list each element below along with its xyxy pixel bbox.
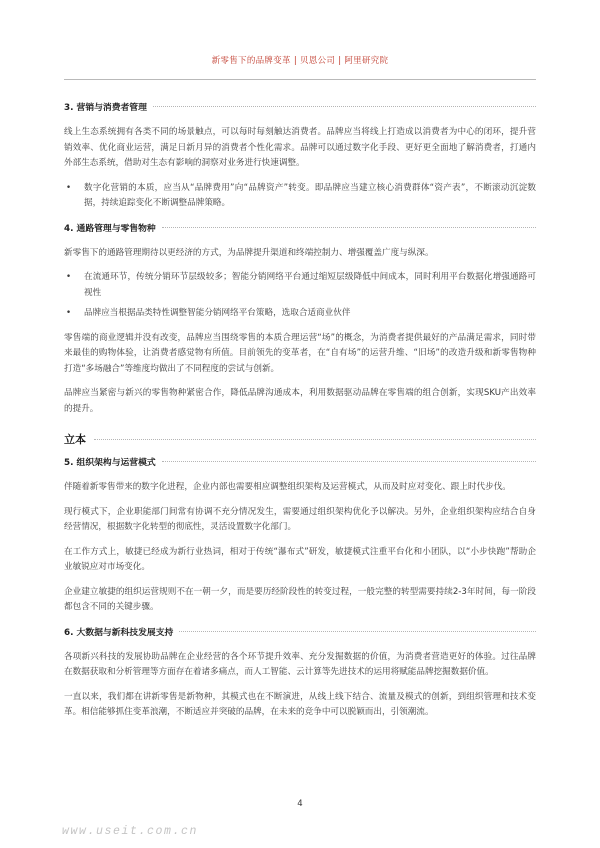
bullet-dot-icon: • — [66, 308, 72, 318]
page-body — [64, 100, 536, 730]
paragraph: 企业建立敏捷的组织运营规则不在一朝一夕，而是要历经阶段性的转变过程，一般完整的转型需要持续2-3年时间，每一阶段都包含不同的关键步骤。 — [64, 586, 536, 612]
main-heading-text: 立本 — [64, 433, 86, 446]
paragraph: 在工作方式上，敏捷已经成为新行业热词，相对于传统“瀑布式”研发，敏捷模式注重平台化和小团队，以“小步快跑”帮助企业敏锐应对市场变化。 — [64, 546, 536, 572]
paragraph: 新零售下的通路管理期待以更经济的方式，为品牌提升渠道和终端控制力、增强覆盖广度与纵深。 — [64, 247, 434, 258]
main-heading-liben — [64, 431, 536, 447]
section-heading-6 — [64, 625, 536, 638]
list-item-text: 品牌应当根据品类特性调整智能分销网络平台策略，选取合适商业伙伴 — [84, 308, 351, 318]
list-item-text: 在流通环节，传统分销环节层级较多；智能分销网络平台通过缩短层级降低中间成本，同时利用平台数据化增强通路可视性 — [84, 272, 536, 298]
section-heading-5 — [64, 455, 536, 468]
section-heading-6-text: 6. 大数据与新科技发展支持 — [64, 627, 174, 638]
bullet-dot-icon: • — [66, 272, 72, 282]
paragraph: 一直以来，我们都在讲新零售是新物种，其模式也在不断演进，从线上线下结合、流量及模式的创新，到组织管理和技术变革。相信能够抓住变革浪潮，不断适应并突破的品牌，在未来的竞争中可以脱颖而出，引领潮流。 — [64, 691, 536, 717]
section-heading-3 — [64, 100, 536, 113]
watermark-text: www.useit.com.cn — [62, 825, 199, 838]
heading-dotted-rule — [153, 106, 536, 107]
bullet-list — [64, 181, 536, 212]
heading-dotted-rule — [162, 461, 536, 462]
heading-dotted-rule — [162, 227, 536, 228]
page-number: 4 — [297, 799, 303, 809]
header-divider — [64, 79, 536, 80]
section-heading-4-text: 4. 通路管理与零售物种 — [64, 223, 156, 234]
heading-dotted-rule — [179, 631, 536, 632]
section-heading-5-text: 5. 组织架构与运营模式 — [64, 458, 156, 468]
list-item — [64, 306, 536, 322]
heading-dotted-rule — [94, 439, 536, 440]
list-item — [64, 181, 536, 212]
paragraph: 现行模式下，企业职能部门间常有协调不充分情况发生，需要通过组织架构优化予以解决。另外，企业组织架构应结合自身经营情况，根据数字化转型的彻底性，灵活设置数字化部门。 — [64, 506, 536, 532]
list-item-text: 数字化营销的本质，应当从“品牌费用”向“品牌资产”转变。即品牌应当建立核心消费群体“资产表”，不断滚动沉淀数据，持续追踪变化不断调整品牌策略。 — [84, 182, 536, 208]
paragraph: 各项新兴科技的发展协助品牌在企业经营的各个环节提升效率、充分发掘数据的价值，为消费者营造更好的体验。过往品牌在数据获取和分析管理等方面存在着诸多痛点，而人工智能、云计算等先进技术的运用将赋能品牌挖掘数据价值。 — [64, 651, 536, 677]
list-item — [64, 270, 536, 301]
bullet-dot-icon: • — [66, 182, 72, 193]
running-header: 新零售下的品牌变革 | 贝恩公司 | 阿里研究院 — [211, 56, 389, 66]
section-heading-4 — [64, 221, 536, 234]
section-heading-3-text: 3. 营销与消费者管理 — [64, 103, 147, 113]
paragraph: 线上生态系统拥有各类不同的场景触点，可以每时每刻触达消费者。品牌应当将线上打造成以消费者为中心的闭环，提升营销效率、优化商业运营，满足日新月异的消费者个性化需求。品牌可以通过数字化手段、更好更全面地了解消费者，打通内外部生态系统，借助对生态有影响的洞察对业务进行快速调整。 — [64, 127, 536, 168]
paragraph: 品牌应当紧密与新兴的零售物种紧密合作，降低品牌沟通成本，利用数据驱动品牌在零售端的组合创新，实现SKU产出效率的提升。 — [64, 388, 536, 414]
paragraph: 零售端的商业逻辑并没有改变，品牌应当围绕零售的本质合理运营“场”的概念，为消费者提供最好的产品满足需求，同时带来最佳的购物体验，让消费者感觉物有所值。目前领先的变革者，在“自有场”的运营升维、“旧场”的改造升级和新零售物种打造“多场融合”等维度均做出了不同程度的尝试与创新。 — [64, 332, 536, 374]
bullet-list — [64, 270, 536, 322]
paragraph: 伴随着新零售带来的数字化进程，企业内部也需要相应调整组织架构及运营模式，从而及时应对变化、跟上时代步伐。 — [64, 482, 511, 492]
